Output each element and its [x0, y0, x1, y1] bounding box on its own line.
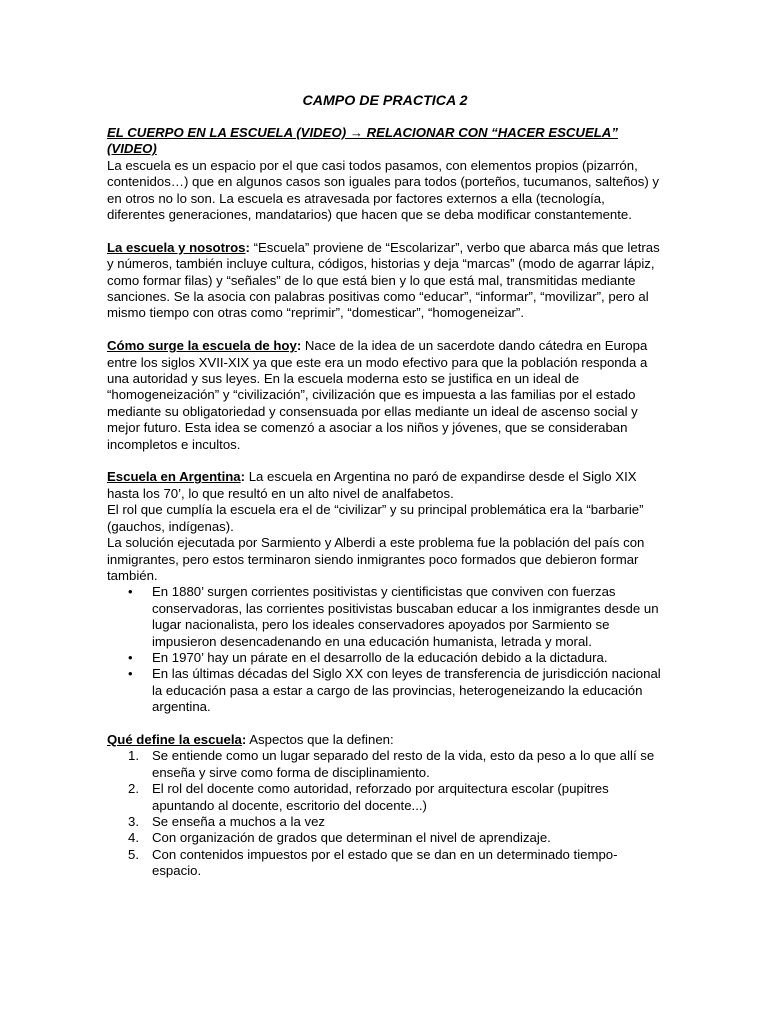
list-item-text: Con contenidos impuestos por el estado que se dan en un determinado tiempo-espacio.: [152, 846, 618, 879]
section-video-heading: EL CUERPO EN LA ESCUELA (VIDEO) → RELACIONAR CON “HACER ESCUELA” (VIDEO): [107, 125, 618, 157]
heading-colon: :: [240, 469, 246, 485]
section-heading: Qué define la escuela: [107, 731, 242, 747]
section-que-define: [107, 732, 663, 748]
section-escuela-y-nosotros: [107, 240, 663, 322]
section-heading: Cómo surge la escuela de hoy: [107, 338, 297, 354]
section-escuela-argentina: [107, 469, 663, 502]
list-item: [107, 781, 663, 814]
page-title: CAMPO DE PRACTICA 2: [302, 93, 468, 109]
list-item: [107, 830, 663, 846]
section-video-body: La escuela es un espacio por el que casi todos pasamos, con elementos propios (pizarrón, contenidos…) que en algunos casos son iguales para todos (porteños, tucumanos, salteños) y en otros no lo son. La escuela es atravesada por factores externos a ella (tecnología, diferentes generaciones, mandatarios) que hacen que se deba modificar constantemente.: [107, 157, 660, 223]
list-number: 1.: [128, 748, 139, 764]
spacer: [107, 223, 663, 239]
list-number: 4.: [128, 830, 139, 846]
bullet-icon: •: [128, 584, 133, 600]
list-item: [107, 650, 663, 666]
list-number: 3.: [128, 814, 139, 829]
section-heading: La escuela y nosotros: [107, 239, 246, 255]
list-item: [107, 666, 663, 715]
spacer: [107, 453, 663, 469]
paragraph: El rol que cumplía la escuela era el de “civilizar” y su principal problemática era la “barbarie” (gauchos, indígenas).: [107, 502, 644, 534]
list-item: [107, 847, 663, 880]
section-body: Aspectos que la definen:: [246, 731, 394, 747]
spacer: [107, 322, 663, 338]
bullet-icon: •: [128, 666, 133, 682]
list-number: 5.: [128, 846, 139, 862]
list-item-text: En las últimas décadas del Siglo XX con leyes de transferencia de jurisdicción nacional la educación pasa a estar a cargo de las provincias, heterogeneizando la educación argentina.: [152, 666, 661, 715]
list-item: [107, 814, 663, 830]
heading-colon: :: [296, 338, 302, 354]
list-item-text: En 1970’ hay un párate en el desarrollo de la educación debido a la dictadura.: [152, 649, 608, 665]
list-item-text: Se enseña a muchos a la vez: [152, 814, 326, 829]
list-item-text: En 1880’ surgen corrientes positivistas y cientificistas que conviven con fuerzas conservadoras, las corrientes positivistas buscaban educar a los inmigrantes desde un lugar nacionalista, pero los ideales conservadores apoyados por Sarmiento se impusieron desencadenando en una educación humanista, letrada y moral.: [152, 584, 659, 649]
list-item: [107, 748, 663, 781]
section-body: Nace de la idea de un sacerdote dando cátedra en Europa entre los siglos XVII-XIX ya que este era un modo efectivo para que la población responda a una autoridad y sus leyes. En la escuela moderna esto se justifica en un ideal de “homogeneización” y “civilización”, civilización que es impuesta a las familias por el estado mediante su obligatoriedad y consensuada por ellas mediante un ideal de ascenso social y mejor futuro. Esta idea se comenzó a asociar a los niños y jóvenes, que se consideraban incompletos e incultos.: [107, 338, 648, 452]
spacer: [107, 716, 663, 732]
section-como-surge: [107, 338, 663, 453]
bullet-list: [107, 584, 663, 715]
section-heading: Escuela en Argentina: [107, 469, 241, 485]
numbered-list: [107, 748, 663, 879]
document-page: [107, 92, 663, 880]
bullet-icon: •: [128, 649, 133, 665]
heading-colon: :: [245, 239, 250, 255]
list-number: 2.: [128, 781, 139, 797]
section-body: La escuela en Argentina no paró de expandirse desde el Siglo XIX hasta los 70’, lo que resultó en un alto nivel de analfabetos.: [107, 469, 637, 501]
list-item-text: Se entiende como un lugar separado del resto de la vida, esto da peso a lo que allí se enseña y sirve como forma de disciplinamiento.: [152, 748, 655, 780]
list-item-text: El rol del docente como autoridad, reforzado por arquitectura escolar (pupitres apuntando al docente, escritorio del docente...): [152, 781, 609, 813]
list-item: [107, 584, 663, 650]
heading-colon: :: [241, 731, 247, 747]
paragraph: La solución ejecutada por Sarmiento y Alberdi a este problema fue la población del país con inmigrantes, pero estos terminaron siendo inmigrantes poco formados que debieron formar también.: [107, 535, 645, 583]
list-item-text: Con organización de grados que determinan el nivel de aprendizaje.: [152, 830, 551, 846]
section-body: “Escuela” proviene de “Escolarizar”, verbo que abarca más que letras y números, también incluye cultura, códigos, historias y deja “marcas” (modo de agarrar lápiz, como formar filas) y “señales” de lo que está bien y lo que está mal, transmitidas mediante sanciones. Se la asocia con palabras positivas como “educar”, “informar”, “movilizar”, pero al mismo tiempo con otras como “reprimir”, “domesticar”, “homogeneizar”.: [107, 239, 660, 321]
